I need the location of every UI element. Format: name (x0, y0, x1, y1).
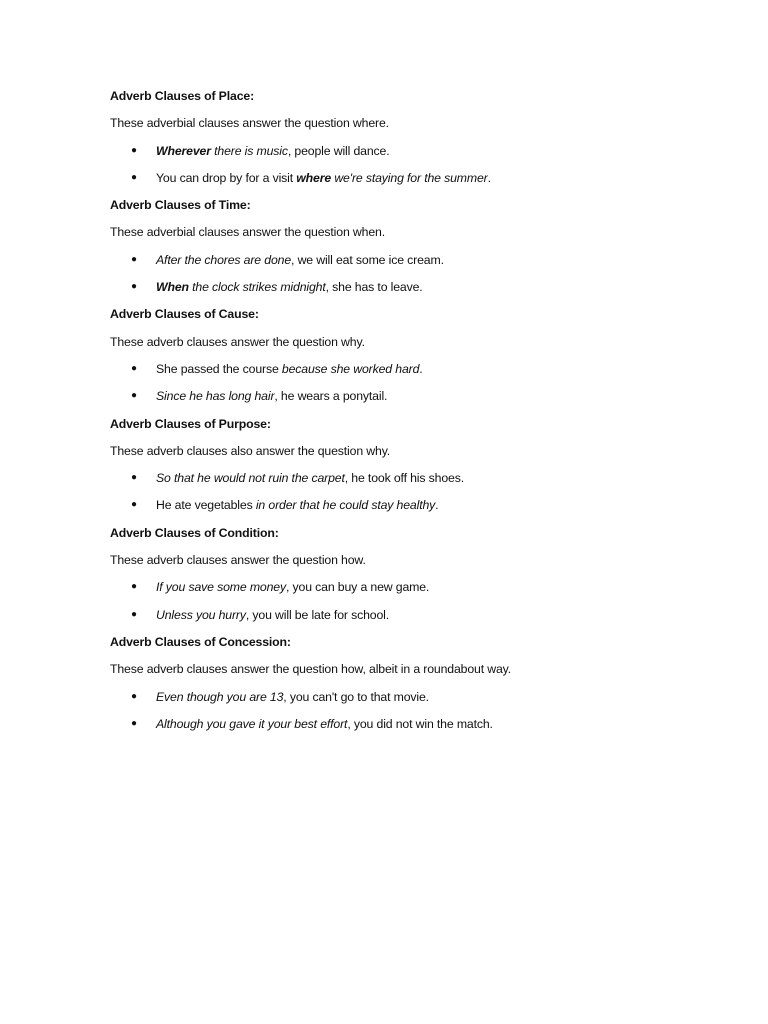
list-item (110, 142, 730, 169)
intro-suffix: . (385, 116, 389, 131)
item-text-part: , you can't go to that movie. (283, 689, 429, 704)
example-list (110, 578, 730, 633)
item-text-part: Unless you hurry (156, 607, 246, 622)
list-item (110, 278, 730, 305)
intro-keyword: why (366, 443, 387, 458)
item-text-part: If you save some money (156, 580, 286, 595)
list-item (110, 469, 730, 496)
intro-keyword: how (341, 662, 363, 677)
bullet-icon: ● (131, 581, 137, 593)
example-list (110, 469, 730, 524)
item-text-part: Since he has long hair (156, 389, 275, 404)
bullet-icon: ● (131, 362, 137, 374)
item-text-part: When (156, 280, 189, 295)
intro-suffix: . (386, 443, 391, 458)
intro-prefix: These adverbial clauses answer the question (110, 225, 353, 240)
example-list (110, 251, 730, 306)
item-text-part: , people will dance. (287, 143, 390, 158)
list-item (110, 715, 730, 742)
bullet-icon: ● (131, 472, 137, 484)
item-text-part: the clock strikes midnight (188, 280, 326, 295)
list-item (110, 387, 730, 414)
item-text-part: , you will be late for school. (245, 607, 390, 622)
section-intro (110, 114, 730, 141)
item-text-part: So that he would not ruin the carpet (156, 471, 345, 486)
section-heading: Adverb Clauses of Condition: (110, 525, 279, 540)
item-text-part: , you did not win the match. (347, 716, 493, 731)
list-item (110, 578, 730, 605)
intro-keyword: why (341, 334, 362, 349)
item-text-part: , he wears a ponytail. (274, 389, 388, 404)
bullet-icon: ● (131, 144, 137, 156)
section (110, 196, 730, 305)
bullet-icon: ● (131, 717, 137, 729)
list-item (110, 688, 730, 715)
example-list (110, 688, 730, 743)
bullet-icon: ● (131, 690, 137, 702)
intro-suffix: , albeit in a roundabout way. (362, 662, 512, 677)
item-text-part: there is music (210, 143, 288, 158)
example-list (110, 142, 730, 197)
item-text-part: , you can buy a new game. (285, 580, 430, 595)
intro-suffix: . (362, 553, 366, 568)
section (110, 87, 730, 196)
bullet-icon: ● (131, 171, 137, 183)
section (110, 415, 730, 524)
item-text-part: because she worked hard (281, 361, 420, 376)
intro-keyword: when (352, 225, 382, 240)
bullet-icon: ● (131, 281, 137, 293)
item-text-part: . (435, 498, 439, 513)
intro-prefix: These adverbial clauses answer the question (110, 116, 353, 131)
section (110, 633, 730, 742)
item-text-part: where (296, 170, 332, 185)
item-text-part: . (419, 361, 423, 376)
section-heading: Adverb Clauses of Cause: (110, 307, 259, 322)
list-item (110, 496, 730, 523)
list-item (110, 251, 730, 278)
intro-suffix: . (381, 225, 385, 240)
section-intro (110, 333, 730, 360)
example-list (110, 360, 730, 415)
bullet-icon: ● (131, 390, 137, 402)
list-item (110, 360, 730, 387)
section-heading: Adverb Clauses of Time: (110, 198, 251, 213)
section (110, 524, 730, 633)
list-item (110, 606, 730, 633)
item-text-part: , he took off his shoes. (344, 471, 464, 486)
bullet-icon: ● (131, 608, 137, 620)
item-text-part: . (487, 170, 491, 185)
item-text-part: Even though you are 13 (156, 689, 284, 704)
intro-prefix: These adverb clauses also answer the question (110, 443, 367, 458)
intro-keyword: how (341, 553, 363, 568)
intro-keyword: where (352, 116, 386, 131)
intro-suffix: . (361, 334, 365, 349)
item-text-part: we're staying for the summer (331, 170, 488, 185)
item-text-part: He ate vegetables (156, 498, 256, 513)
bullet-icon: ● (131, 253, 137, 265)
item-text-part: Although you gave it your best effort (156, 716, 348, 731)
section-intro (110, 660, 730, 687)
section (110, 305, 730, 414)
section-heading: Adverb Clauses of Concession: (110, 634, 291, 649)
document-page (110, 87, 730, 742)
item-text-part: , she has to leave. (325, 280, 423, 295)
intro-prefix: These adverb clauses answer the question (110, 662, 342, 677)
item-text-part: Wherever (156, 143, 211, 158)
list-item (110, 169, 730, 196)
section-heading: Adverb Clauses of Place: (110, 89, 255, 103)
intro-prefix: These adverb clauses answer the question (110, 334, 342, 349)
bullet-icon: ● (131, 499, 137, 511)
item-text-part: , we will eat some ice cream. (291, 252, 444, 267)
section-intro (110, 551, 730, 578)
item-text-part: in order that he could stay healthy (255, 498, 436, 513)
section-heading: Adverb Clauses of Purpose: (110, 416, 271, 431)
item-text-part: You can drop by for a visit (156, 170, 297, 185)
item-text-part: After the chores are done (156, 252, 292, 267)
item-text-part: She passed the course (156, 361, 282, 376)
section-intro (110, 442, 730, 469)
section-intro (110, 223, 730, 250)
intro-prefix: These adverb clauses answer the question (110, 553, 342, 568)
